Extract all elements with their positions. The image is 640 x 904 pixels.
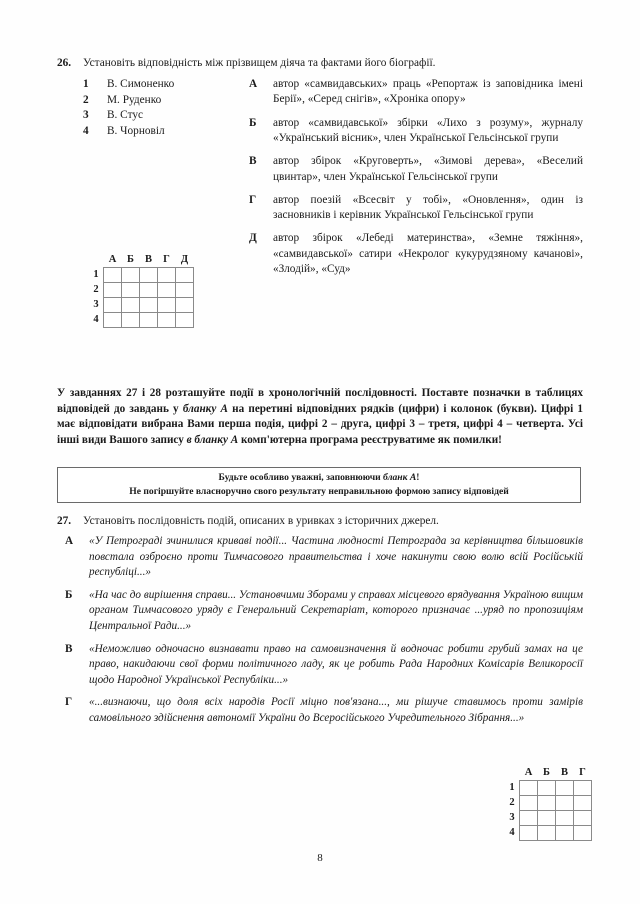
person-number: 4	[83, 124, 89, 137]
person-number: 2	[83, 93, 89, 106]
table-row	[89, 268, 194, 283]
warning-text-a: Будьте особливо уважні, заповнюючи	[218, 472, 384, 483]
grid-row-header: 3	[509, 812, 515, 823]
answer-cell-3-А[interactable]	[104, 298, 122, 313]
task-26-answer-grid[interactable]	[89, 253, 194, 328]
warning-text-b: !	[416, 472, 420, 483]
source-text: «Неможливо одночасно визнавати право на самовизначення й водночас робити грубий замах на це право, накидаючи свої форми політичного ладу, як це робить Рада Народних Комісарів Великоросії щодо Народної Української Республіки...»	[89, 642, 583, 686]
answer-cell-4-В[interactable]	[556, 826, 574, 841]
answer-cell-4-В[interactable]	[140, 313, 158, 328]
answer-cell-4-Д[interactable]	[176, 313, 194, 328]
table-row	[89, 313, 194, 328]
answer-cell-4-Б[interactable]	[538, 826, 556, 841]
answer-cell-2-В[interactable]	[556, 796, 574, 811]
list-item[interactable]	[83, 108, 258, 124]
list-item[interactable]	[83, 77, 258, 93]
task-26-options-list	[249, 77, 583, 285]
task-27-number: 27.	[57, 515, 72, 527]
grid-column-header: Г	[163, 254, 170, 265]
grid-row-header: 4	[93, 314, 99, 325]
source-letter: Г	[65, 696, 73, 709]
answer-cell-3-Д[interactable]	[176, 298, 194, 313]
grid-column-header: В	[144, 254, 152, 265]
answer-cell-4-Г[interactable]	[158, 313, 176, 328]
list-item[interactable]	[83, 124, 258, 140]
task-27-body	[57, 534, 583, 727]
list-item[interactable]	[57, 642, 583, 689]
source-text: «...визнаючи, що доля всіх народів Росії міцно пов'язана..., ми рішуче ставимось проти замірів самовільного здійснення автономії України до Всеросійського Учредительного Зібрання...»	[89, 696, 583, 725]
instruction-block	[57, 386, 583, 448]
task-26-title: Установіть відповідність між прізвищем діяча та фактами його біографії.	[83, 57, 436, 69]
answer-cell-3-Б[interactable]	[122, 298, 140, 313]
answer-grid-table[interactable]	[505, 766, 592, 841]
answer-cell-2-Б[interactable]	[538, 796, 556, 811]
instruction-text-2: на перетині відповідних рядків (цифри) і колонок (букви). Цифрі 1 має відповідати вибрана Вами перша подія, цифрі 2 – друга, цифрі 3 – третя, цифрі 4 – четверта. Усі інші види Вашого запису	[57, 402, 584, 446]
table-row	[505, 796, 592, 811]
list-item[interactable]	[249, 193, 583, 224]
list-item[interactable]	[249, 77, 583, 108]
person-name: В. Стус	[107, 109, 144, 122]
answer-cell-1-А[interactable]	[104, 268, 122, 283]
answer-cell-4-А[interactable]	[520, 826, 538, 841]
answer-cell-3-В[interactable]	[140, 298, 158, 313]
source-letter: В	[65, 642, 73, 655]
grid-column-header: Д	[180, 254, 189, 265]
table-row	[89, 283, 194, 298]
grid-column-header: В	[560, 767, 568, 778]
option-letter: А	[249, 78, 258, 91]
task-27	[57, 514, 583, 734]
answer-cell-1-Б[interactable]	[538, 781, 556, 796]
answer-cell-2-В[interactable]	[140, 283, 158, 298]
source-letter: А	[65, 535, 74, 548]
answer-cell-3-А[interactable]	[520, 811, 538, 826]
person-name: В. Чорновіл	[107, 124, 165, 137]
instruction-text-3: комп'ютерна програма реєструватиме як помилки!	[238, 433, 502, 446]
option-text: автор збірок «Круговерть», «Зимові дерева», «Веселий цвинтар», член Української Гельсінської групи	[273, 155, 583, 183]
option-text: автор «самвидавської» збірки «Лихо з розуму», журналу «Український вісник», член Української Гельсінської групи	[273, 116, 583, 144]
grid-corner	[89, 253, 104, 268]
table-row	[89, 298, 194, 313]
option-letter: Д	[249, 232, 257, 245]
source-letter: Б	[65, 588, 73, 601]
table-row	[505, 811, 592, 826]
answer-cell-4-Г[interactable]	[574, 826, 592, 841]
source-text: «У Петрограді зчинилися криваві події... Частина людності Петрограда за керівництва більшовиків повстала озброєно проти Тимчасового правительства і хоче накинути свою волю всій Російській республіці...»	[89, 535, 583, 579]
table-row	[505, 781, 592, 796]
source-text: «На час до вирішення справи... Установчими Зборами у справах місцевого врядування Україною вищим органом Тимчасового уряду є Генеральний Секретаріат, которого призначає ...уряд по пропозиціям Центральної Ради...»	[89, 588, 583, 633]
list-item[interactable]	[57, 588, 583, 635]
grid-row-header: 1	[509, 782, 515, 793]
list-item[interactable]	[249, 231, 583, 277]
answer-cell-1-Д[interactable]	[176, 268, 194, 283]
answer-cell-1-А[interactable]	[520, 781, 538, 796]
option-letter: Б	[249, 116, 257, 129]
list-item[interactable]	[249, 154, 583, 185]
grid-column-header: Г	[579, 767, 586, 778]
answer-cell-1-В[interactable]	[140, 268, 158, 283]
option-text: автор поезій «Всесвіт у тобі», «Оновлення», один із засновників і керівник Української Гельсінської групи	[273, 193, 583, 222]
task-26-people-list	[83, 77, 258, 139]
answer-cell-3-В[interactable]	[556, 811, 574, 826]
task-26-number: 26.	[57, 57, 72, 69]
person-name: В. Симоненко	[107, 78, 175, 91]
page-number: 8	[317, 852, 323, 864]
answer-cell-3-Б[interactable]	[538, 811, 556, 826]
instruction-italic-1: бланку А	[182, 402, 228, 415]
grid-row-header: 4	[509, 827, 515, 838]
answer-cell-1-Г[interactable]	[158, 268, 176, 283]
grid-row-header: 2	[509, 797, 515, 808]
task-27-answer-grid[interactable]	[505, 766, 592, 841]
answer-cell-1-Б[interactable]	[122, 268, 140, 283]
answer-cell-3-Г[interactable]	[574, 811, 592, 826]
warning-box	[57, 467, 581, 503]
grid-column-header: Б	[543, 767, 550, 778]
grid-row-header: 3	[93, 299, 99, 310]
list-item[interactable]	[83, 93, 258, 109]
task-26-heading	[57, 56, 583, 70]
table-row	[505, 826, 592, 841]
answer-grid-table[interactable]	[89, 253, 194, 328]
person-number: 3	[83, 109, 89, 122]
list-item[interactable]	[249, 116, 583, 147]
answer-cell-4-А[interactable]	[104, 313, 122, 328]
task-27-heading	[57, 514, 583, 528]
grid-corner	[505, 766, 520, 781]
answer-cell-4-Б[interactable]	[122, 313, 140, 328]
instruction-text-1: У завданнях 27 і 28 розташуйте події в хронологічній послідовності. Поставте позначки в таблицях відповідей до завдань у	[57, 387, 583, 415]
list-item[interactable]	[57, 534, 583, 581]
grid-column-header: Б	[127, 254, 134, 265]
answer-cell-1-Г[interactable]	[574, 781, 592, 796]
option-letter: Г	[249, 193, 257, 206]
option-letter: В	[249, 155, 257, 168]
warning-italic: бланк А	[383, 472, 417, 483]
answer-cell-2-Б[interactable]	[122, 283, 140, 298]
answer-cell-2-Г[interactable]	[158, 283, 176, 298]
grid-column-header: А	[108, 254, 117, 265]
answer-cell-2-Д[interactable]	[176, 283, 194, 298]
person-name: М. Руденко	[107, 93, 162, 106]
option-text: автор «самвидавських» праць «Репортаж із заповідника імені Берії», «Серед снігів», «Хроніка опору»	[273, 78, 583, 106]
person-number: 1	[83, 78, 89, 91]
grid-column-header: А	[524, 767, 533, 778]
instruction-italic-2: в бланку А	[186, 433, 239, 446]
task-27-title: Установіть послідовність подій, описаних в уривках з історичних джерел.	[83, 515, 439, 527]
answer-cell-1-В[interactable]	[556, 781, 574, 796]
list-item[interactable]	[57, 695, 583, 726]
option-text: автор збірок «Лебеді материнства», «Земне тяжіння», «самвидавської» сатири «Некролог кукурудзяному качанові», «Злодій», «Суд»	[273, 232, 583, 276]
answer-cell-2-А[interactable]	[520, 796, 538, 811]
answer-cell-2-А[interactable]	[104, 283, 122, 298]
answer-cell-2-Г[interactable]	[574, 796, 592, 811]
warning-line-2: Не погіршуйте власноручно свого результату неправильною формою запису відповідей	[129, 485, 509, 497]
grid-row-header: 2	[93, 284, 99, 295]
warning-line-1	[62, 471, 576, 485]
grid-row-header: 1	[93, 269, 99, 280]
answer-cell-3-Г[interactable]	[158, 298, 176, 313]
